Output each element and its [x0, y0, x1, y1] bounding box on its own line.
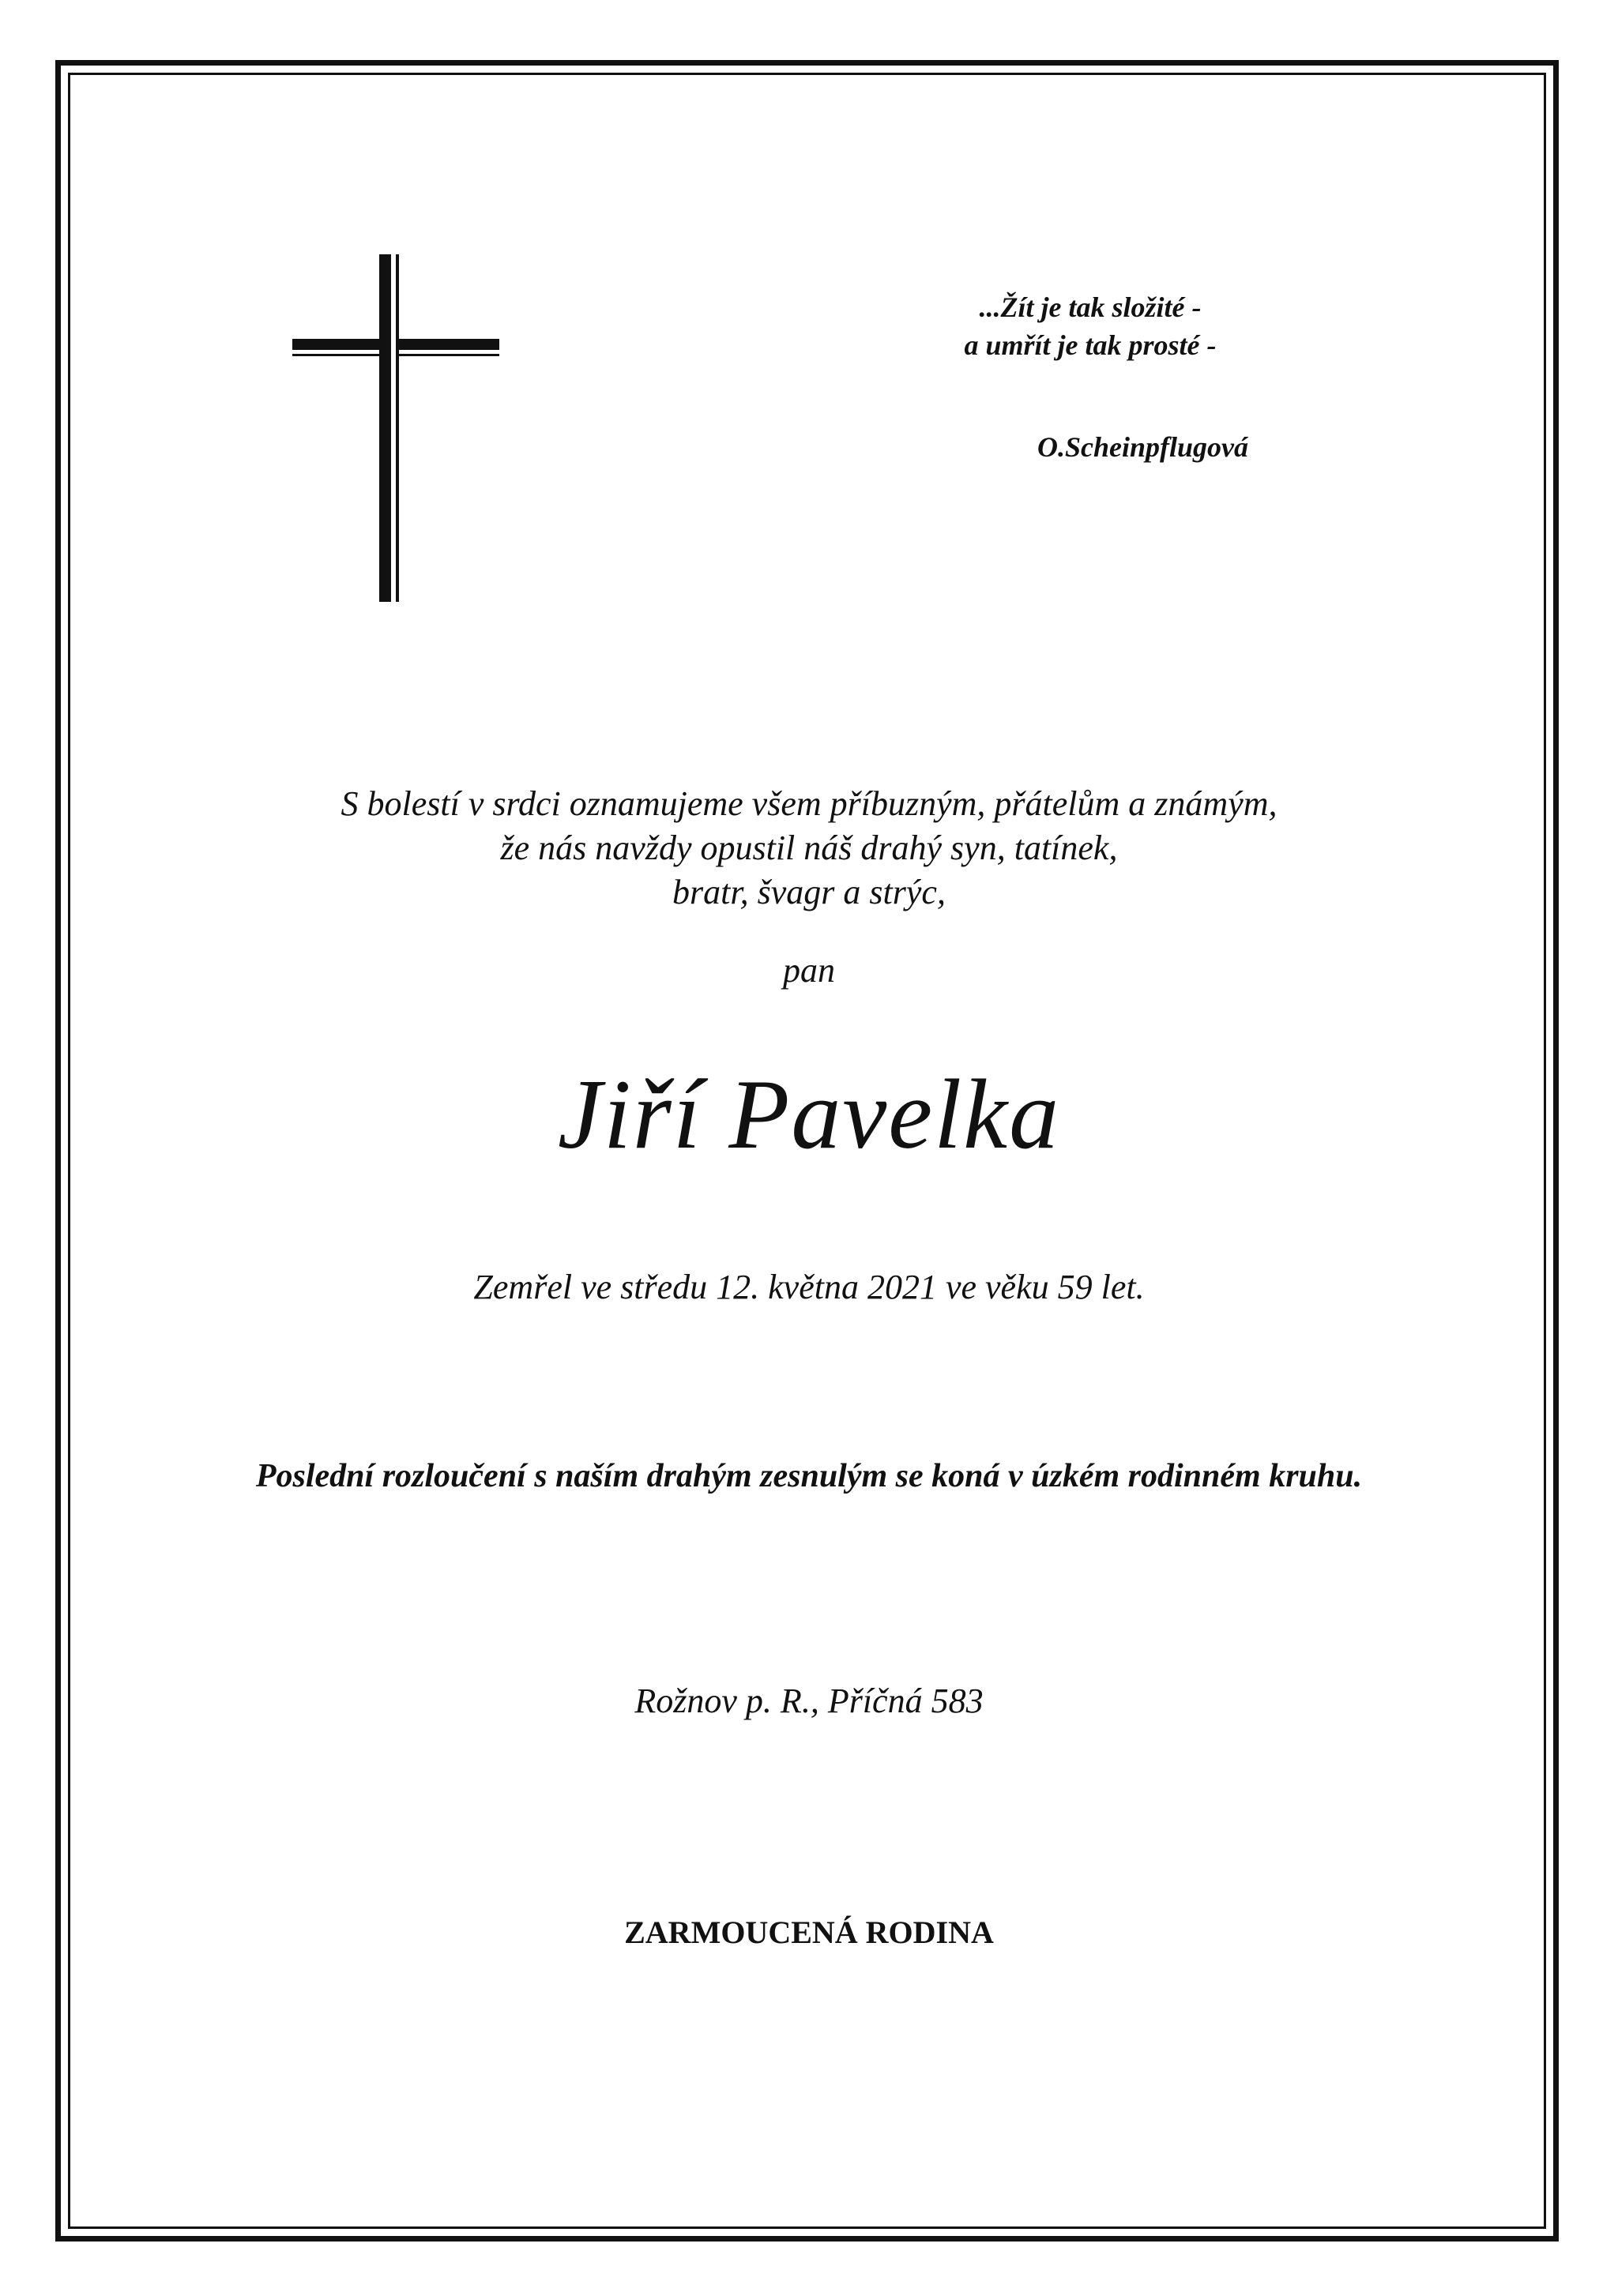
death-info: Zemřel ve středu 12. května 2021 ve věku 59 let.	[473, 1268, 1145, 1306]
epigraph-author: O.Scheinpflugová	[1037, 431, 1248, 463]
signature: ZARMOUCENÁ RODINA	[624, 1915, 994, 1950]
announcement-line: bratr, švagr a strýc,	[672, 873, 946, 911]
announcement-line: S bolestí v srdci oznamujeme všem příbuzným, přátelům a známým,	[341, 784, 1277, 823]
announcement-text	[256, 782, 1362, 915]
epigraph-quote	[932, 288, 1248, 364]
cross-icon	[292, 254, 499, 602]
epigraph-line: a umřít je tak prosté -	[964, 329, 1217, 361]
address: Rožnov p. R., Příčná 583	[634, 1682, 984, 1720]
farewell-notice: Poslední rozloučení s naším drahým zesnulým se koná v úzkém rodinném kruhu.	[255, 1458, 1363, 1494]
epigraph-line: ...Žít je tak složité -	[979, 291, 1202, 323]
deceased-name: Jiří Pavelka	[557, 1060, 1061, 1170]
salutation: pan	[783, 951, 835, 990]
announcement-line: že nás navždy opustil náš drahý syn, tatínek,	[500, 829, 1118, 867]
